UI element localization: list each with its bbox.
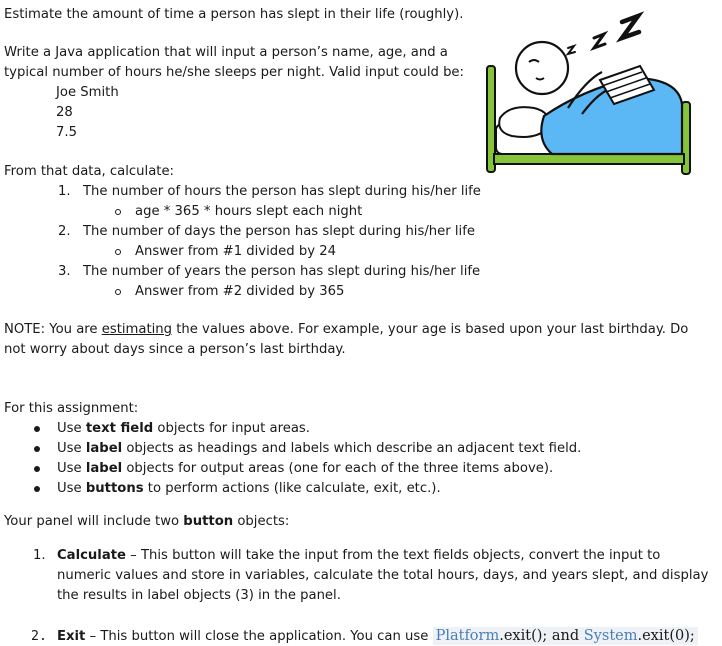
keyword: buttons	[85, 481, 144, 496]
button-2-line-1	[57, 627, 698, 646]
text: – This button will take the input from the text fields objects, convert the input to	[125, 548, 661, 563]
calc-heading: From that data, calculate:	[4, 164, 175, 179]
text: objects for output areas (one for each of the three items above).	[122, 461, 554, 476]
text: Use	[57, 421, 86, 436]
calc-item-3-sub: Answer from #2 divided by 365	[135, 284, 345, 299]
text: objects for input areas.	[153, 421, 310, 436]
assignment-bullet-3	[57, 460, 553, 478]
button-1-line-1	[57, 547, 660, 565]
bullet	[34, 466, 40, 472]
note-line-1	[4, 321, 688, 339]
keyword: text field	[85, 421, 154, 436]
text: – This button will close the application. You can use	[85, 629, 433, 644]
keyword: label	[85, 461, 123, 476]
example-age: 28	[56, 105, 73, 120]
button-1-line-3: the results in label objects (3) in the panel.	[57, 588, 341, 603]
keyword: button	[183, 514, 234, 529]
panel-line	[4, 513, 289, 531]
note-line-2: not worry about days since a person’s last birthday.	[4, 342, 346, 357]
sub-bullet	[115, 209, 121, 215]
text: objects as headings and labels which describe an adjacent text field.	[122, 441, 582, 456]
code-text: .exit(0);	[637, 628, 695, 644]
code-class: System	[583, 628, 638, 644]
zzz-icon	[568, 16, 639, 54]
text: Your panel will include two	[4, 514, 184, 529]
calc-item-1-text: The number of hours the person has slept during his/her life	[83, 184, 481, 199]
button-name: Calculate	[57, 548, 126, 563]
sub-bullet	[115, 249, 121, 255]
sleeping-person-icon	[482, 8, 694, 176]
bullet	[34, 426, 40, 432]
calc-item-2-num: 2.	[58, 224, 71, 239]
button-1-line-2: numeric values and store in variables, calculate the total hours, days, and years slept, and display	[57, 568, 709, 583]
text: Use	[57, 461, 86, 476]
text: Use	[57, 481, 86, 496]
code-text: .exit(); and	[499, 628, 584, 644]
note-rest: the values above. For example, your age is based upon your last birthday. Do	[172, 322, 689, 337]
code-class: Platform	[435, 628, 500, 644]
page-title: Estimate the amount of time a person has slept in their life (roughly).	[4, 7, 464, 22]
assignment-bullet-2	[57, 440, 581, 458]
note-prefix: NOTE: You are	[4, 322, 102, 337]
text: objects:	[233, 514, 290, 529]
sub-bullet	[115, 289, 121, 295]
button-1-num: 1.	[33, 548, 46, 563]
text: to perform actions (like calculate, exit, etc.).	[143, 481, 441, 496]
button-2-num: 2.	[31, 629, 47, 644]
bullet	[34, 446, 40, 452]
keyword: label	[85, 441, 123, 456]
assignment-bullet-1	[57, 420, 310, 438]
calc-item-1-sub: age * 365 * hours slept each night	[135, 204, 363, 219]
calc-item-2-text: The number of days the person has slept during his/her life	[83, 224, 475, 239]
calc-item-1-num: 1.	[58, 184, 71, 199]
assignment-heading: For this assignment:	[4, 401, 139, 416]
calc-item-2-sub: Answer from #1 divided by 24	[135, 244, 336, 259]
calc-item-3-text: The number of years the person has slept during his/her life	[83, 264, 481, 279]
button-name: Exit	[57, 629, 86, 644]
text: Use	[57, 441, 86, 456]
example-hours: 7.5	[56, 125, 77, 140]
intro-line-1: Write a Java application that will input a person’s name, age, and a	[4, 45, 448, 60]
bullet	[34, 486, 40, 492]
note-underlined: estimating	[101, 322, 173, 337]
code-snippet	[433, 627, 698, 645]
example-name: Joe Smith	[56, 85, 119, 100]
intro-line-2: typical number of hours he/she sleeps per night. Valid input could be:	[4, 65, 464, 80]
calc-item-3-num: 3.	[58, 264, 71, 279]
assignment-bullet-4	[57, 480, 441, 498]
